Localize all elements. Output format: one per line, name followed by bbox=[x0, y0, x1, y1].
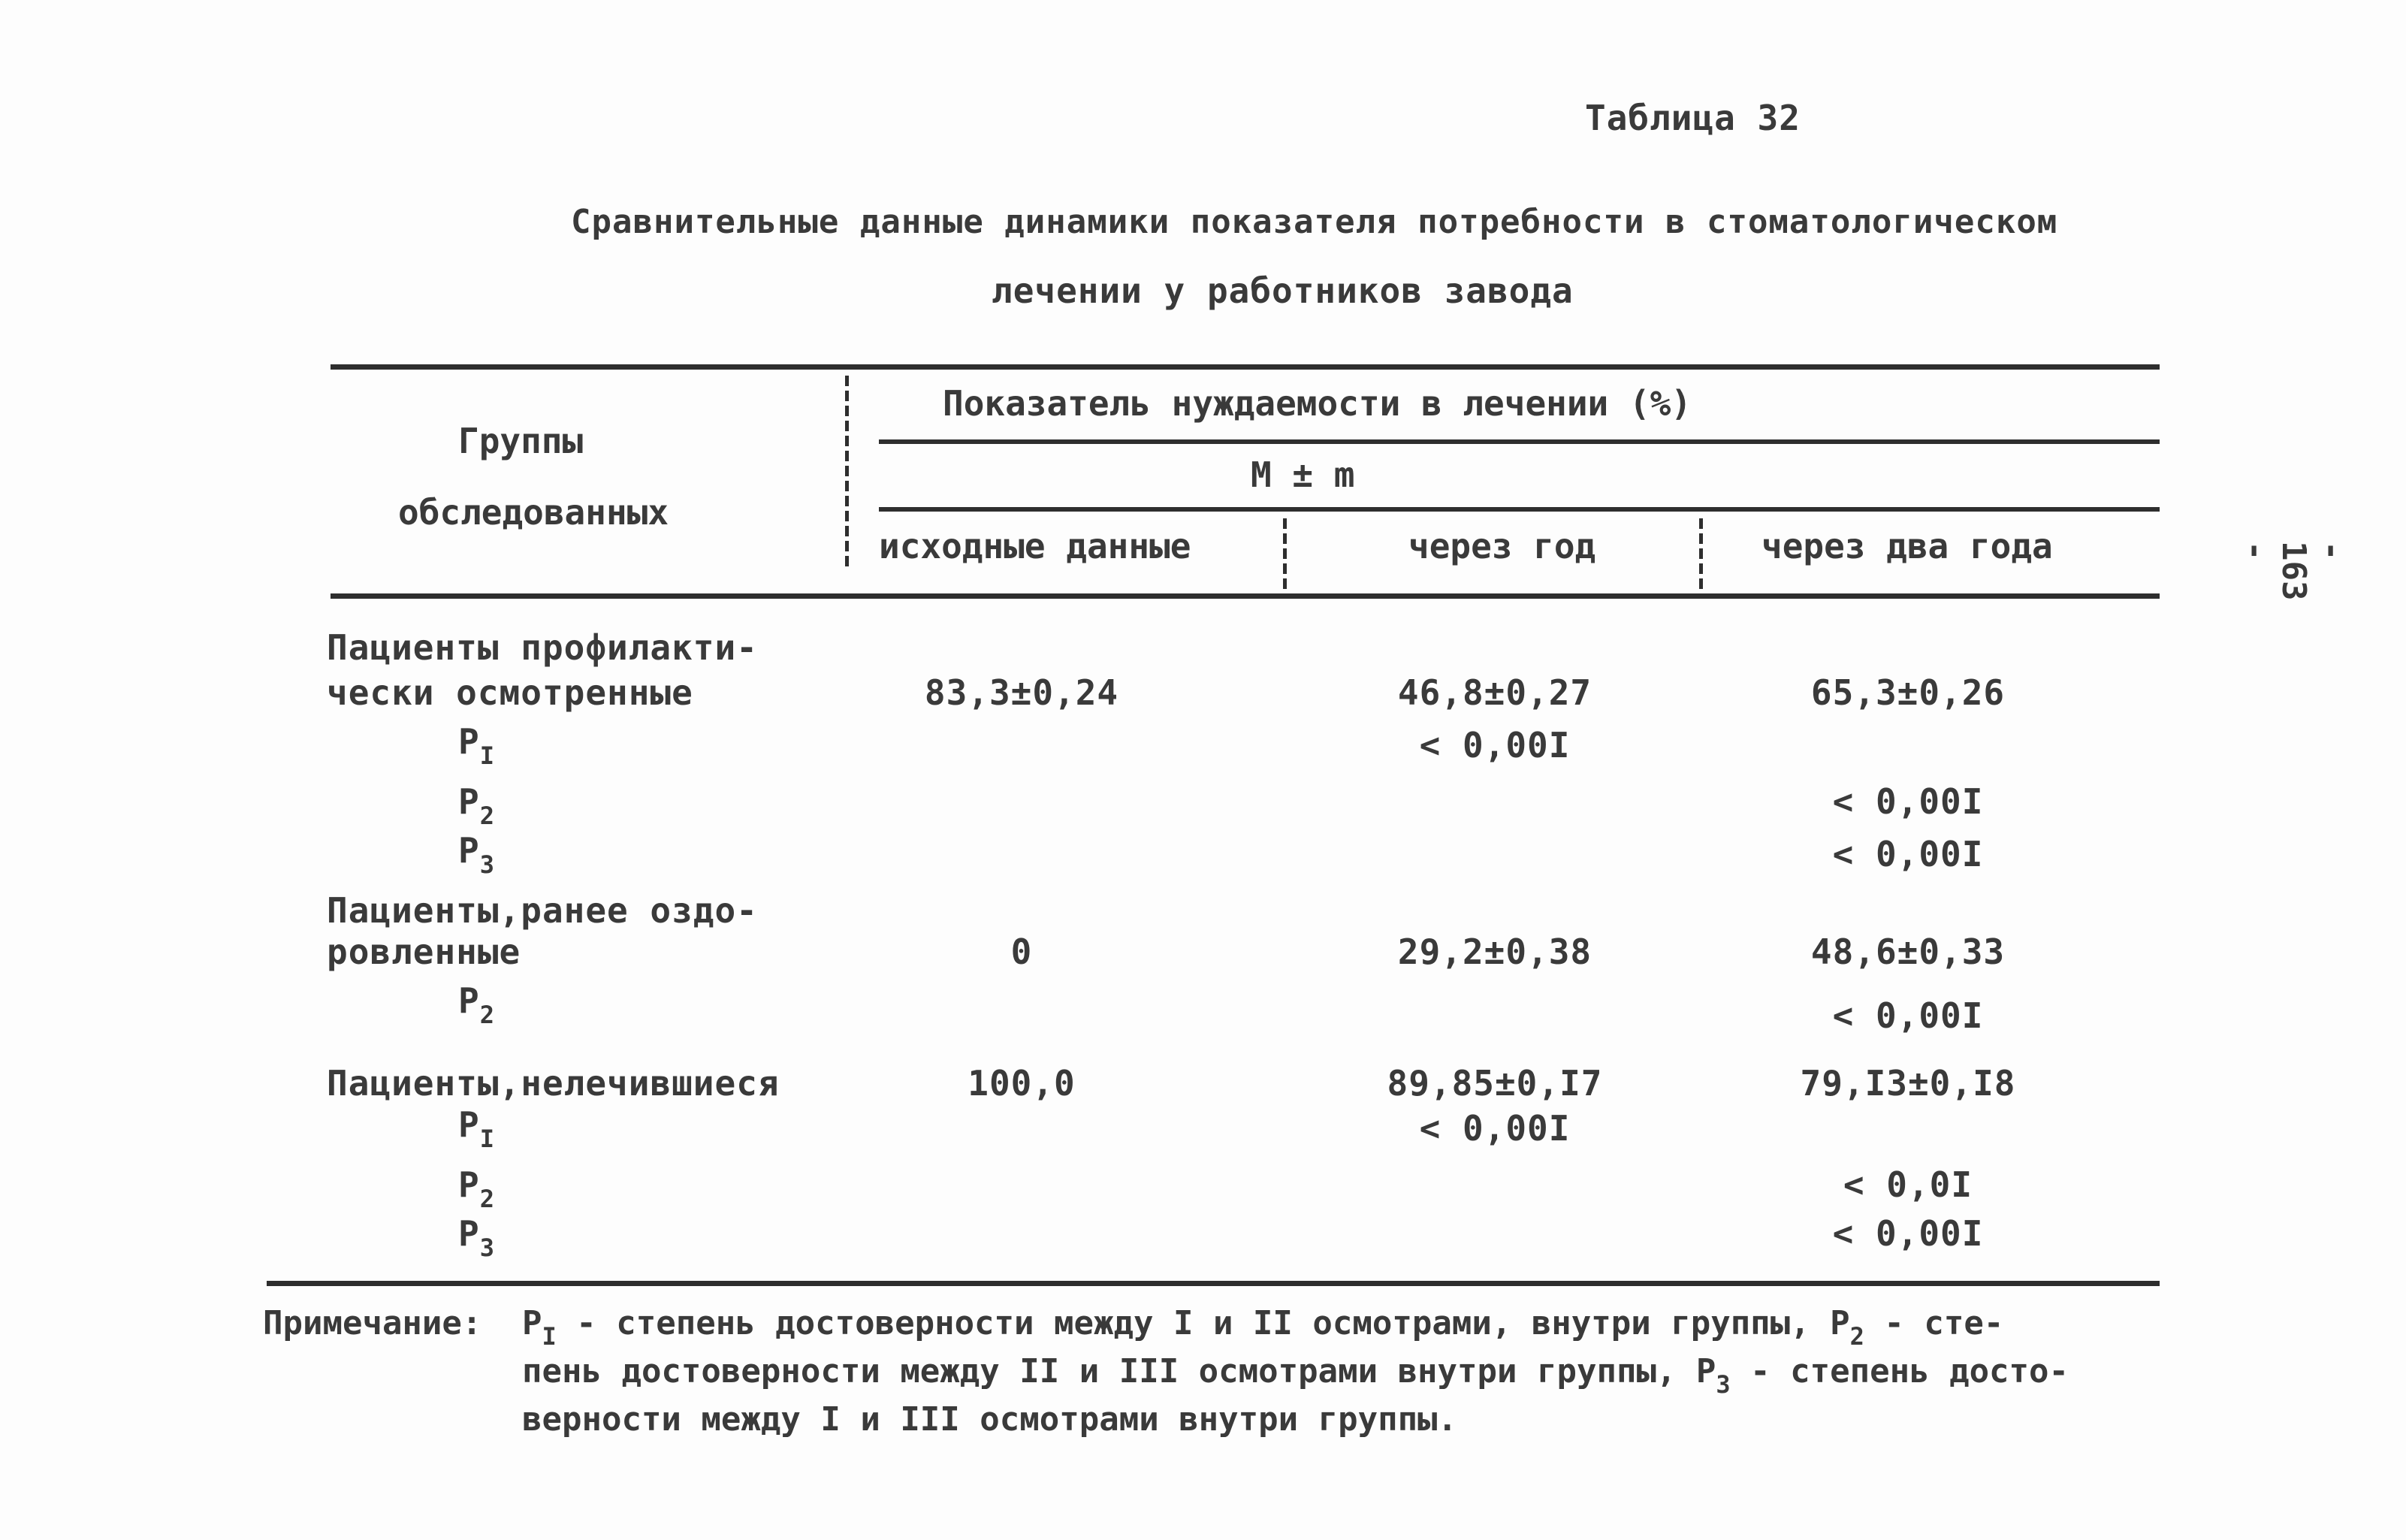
row-label: Пациенты профилакти- bbox=[327, 627, 758, 668]
p-value: < 0,00I bbox=[1832, 1213, 1984, 1254]
p-label: $P_3$ bbox=[458, 830, 495, 879]
note-label: Примечание: bbox=[263, 1304, 482, 1342]
table-bottom-rule bbox=[267, 1281, 2160, 1286]
note-line2: пень достоверности между II и III осмотрами внутри группы, $P_3$ - степень досто- bbox=[522, 1352, 2069, 1399]
row-label: Пациенты,ранее оздо- bbox=[327, 890, 758, 931]
header-groups-line2: обследованных bbox=[398, 492, 669, 533]
header-groups-line1: Группы bbox=[458, 421, 584, 461]
cell-one-year: 89,85±0,I7 bbox=[1387, 1063, 1603, 1104]
p-label: $P_2$ bbox=[458, 980, 495, 1029]
page-number: - 163 - bbox=[2236, 541, 2351, 601]
cell-two-years: 65,3±0,26 bbox=[1810, 672, 2006, 713]
header-col-initial: исходные данные bbox=[879, 526, 1191, 566]
row-label: Пациенты,нелечившиеся bbox=[327, 1063, 780, 1104]
p-label: $P_I$ bbox=[458, 721, 495, 770]
cell-two-years: 79,I3±0,I8 bbox=[1800, 1063, 2016, 1104]
p-value: < 0,00I bbox=[1832, 781, 1984, 822]
p-label: $P_2$ bbox=[458, 1164, 495, 1213]
note-line1: $P_I$ - степень достоверности между I и II осмотрами, внутри группы, $P_2 - сте-$ bbox=[522, 1304, 2004, 1351]
header-mean-m: M ± m bbox=[1251, 454, 1355, 495]
cell-initial: 100,0 bbox=[968, 1063, 1076, 1104]
table-top-rule bbox=[331, 364, 2160, 370]
table-title-line1: Сравнительные данные динамики показателя потребности в стоматологическом bbox=[571, 203, 2058, 241]
header-col-one-year: через год bbox=[1408, 526, 1596, 566]
header-separator-col1 bbox=[1283, 518, 1287, 590]
p-label: $P_2$ bbox=[458, 781, 495, 830]
cell-one-year: 46,8±0,27 bbox=[1397, 672, 1592, 713]
row-label: ровленные bbox=[327, 932, 521, 972]
mm-rule bbox=[879, 507, 2160, 512]
p-value: < 0,0I bbox=[1843, 1164, 1973, 1205]
p-value: < 0,00I bbox=[1419, 1108, 1571, 1149]
table-label: Таблица 32 bbox=[1585, 98, 1801, 138]
table-title-line2: лечении у работников завода bbox=[992, 270, 1574, 311]
header-col-two-years: через два года bbox=[1761, 526, 2053, 566]
p-value: < 0,00I bbox=[1419, 725, 1571, 765]
p-label: $P_3$ bbox=[458, 1213, 495, 1262]
p-value: < 0,00I bbox=[1832, 995, 1984, 1036]
cell-initial: 83,3±0,24 bbox=[924, 672, 1119, 713]
note-line3: верности между I и III осмотрами внутри группы. bbox=[522, 1400, 1458, 1439]
p-label: $P_I$ bbox=[458, 1104, 495, 1153]
header-bottom-rule bbox=[331, 593, 2160, 599]
indicator-rule bbox=[879, 439, 2160, 444]
header-separator-col2 bbox=[1699, 518, 1703, 590]
header-separator-main bbox=[845, 376, 849, 571]
cell-one-year: 29,2±0,38 bbox=[1397, 932, 1592, 972]
header-indicator: Показатель нуждаемости в лечении (%) bbox=[943, 383, 1692, 424]
p-value: < 0,00I bbox=[1832, 834, 1984, 874]
row-label: чески осмотренные bbox=[327, 672, 693, 713]
cell-two-years: 48,6±0,33 bbox=[1810, 932, 2006, 972]
cell-initial: 0 bbox=[1010, 932, 1033, 972]
